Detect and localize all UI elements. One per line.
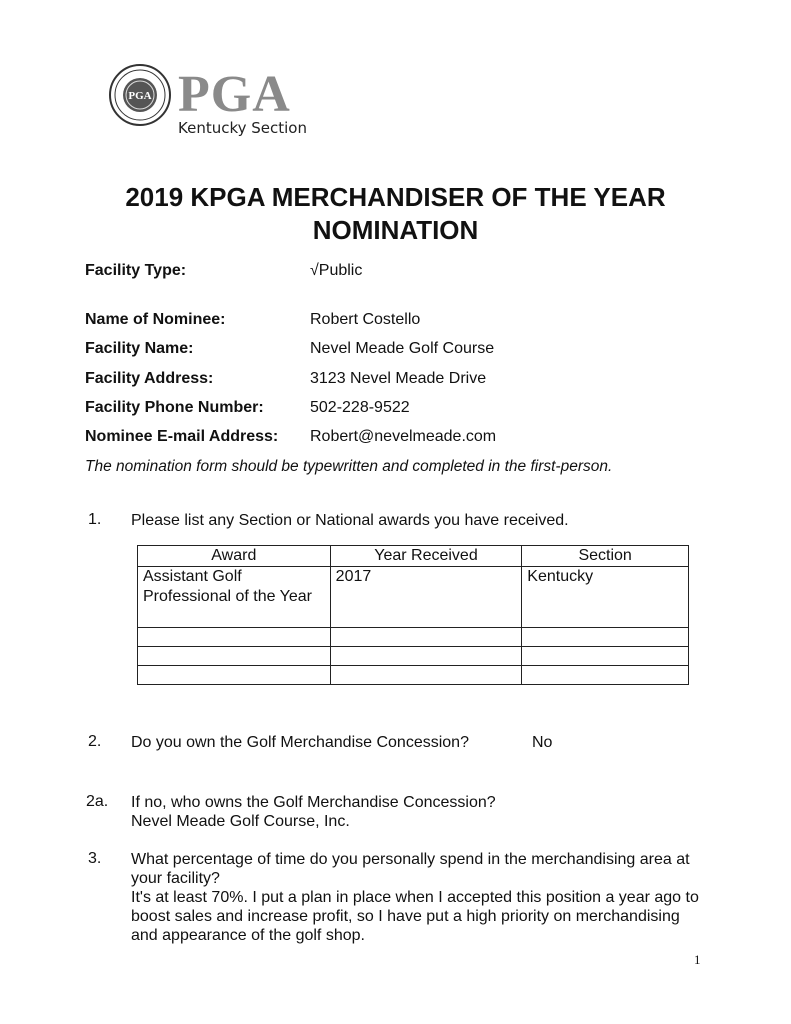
facility-address-label: Facility Address: (85, 370, 214, 387)
form-instruction-note: The nomination form should be typewritten and completed in the first-person. (85, 458, 613, 475)
year-received-cell (330, 647, 522, 666)
table-row (138, 567, 689, 628)
document-title-line-1: 2019 KPGA MERCHANDISER OF THE YEAR (125, 182, 666, 212)
question-3-text: What percentage of time do you personally spend in the merchandising area at your facility? (131, 851, 690, 887)
pga-seal-icon (108, 63, 172, 127)
section-cell (522, 628, 689, 647)
nominee-email-label: Nominee E-mail Address: (85, 428, 279, 445)
year-received-column-header: Year Received (330, 546, 522, 567)
facility-name-label: Facility Name: (85, 340, 194, 357)
table-row (138, 647, 689, 666)
question-2a-text: If no, who owns the Golf Merchandise Concession? (131, 794, 496, 811)
year-received-cell: 2017 (330, 567, 522, 628)
table-row (138, 628, 689, 647)
award-column-header: Award (138, 546, 331, 567)
section-cell (522, 666, 689, 685)
pga-seal-text: PGA (128, 90, 152, 102)
facility-phone-value: 502-228-9522 (310, 399, 410, 416)
awards-table-header-row (138, 546, 689, 567)
facility-phone-label: Facility Phone Number: (85, 399, 264, 416)
facility-name-value: Nevel Meade Golf Course (310, 340, 495, 357)
page-number: 1 (694, 952, 701, 967)
nominee-email-value: Robert@nevelmeade.com (310, 428, 497, 445)
question-1-text: Please list any Section or National awards you have received. (131, 512, 569, 529)
pga-wordmark: PGA (178, 66, 291, 123)
facility-type-label: Facility Type: (85, 262, 187, 279)
section-column-header: Section (522, 546, 689, 567)
award-cell (138, 666, 331, 685)
facility-type-value: √Public (310, 262, 363, 279)
question-2-answer: No (532, 734, 553, 751)
award-cell (138, 647, 331, 666)
question-2a-answer: Nevel Meade Golf Course, Inc. (131, 813, 350, 830)
section-cell (522, 647, 689, 666)
question-2-text: Do you own the Golf Merchandise Concession? (131, 734, 469, 751)
award-cell: Assistant Golf Professional of the Year (138, 567, 331, 628)
question-1-number: 1. (88, 511, 102, 528)
facility-address-value: 3123 Nevel Meade Drive (310, 370, 487, 387)
year-received-cell (330, 666, 522, 685)
question-2a-number: 2a. (86, 793, 109, 810)
question-3-answer: It's at least 70%. I put a plan in place when I accepted this position a year ago to boost sales and increase profit, so I have put a high priority on merchandising and appearance of the golf shop. (131, 889, 699, 944)
nominee-name-label: Name of Nominee: (85, 311, 226, 328)
document-title-line-2: NOMINATION (312, 215, 479, 245)
question-2-number: 2. (88, 733, 102, 750)
award-cell (138, 628, 331, 647)
nominee-name-value: Robert Costello (310, 311, 421, 328)
question-3-number: 3. (88, 850, 102, 867)
table-row (138, 666, 689, 685)
awards-table (137, 545, 689, 685)
section-name: Kentucky Section (178, 119, 307, 137)
section-cell: Kentucky (522, 567, 689, 628)
year-received-cell (330, 628, 522, 647)
